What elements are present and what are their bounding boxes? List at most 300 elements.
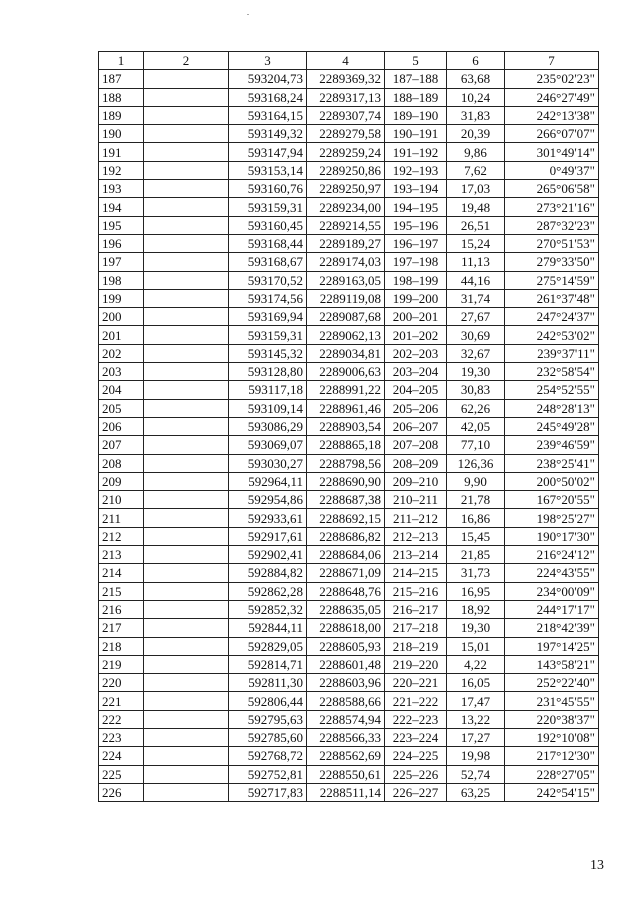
direction-angle-cell: 216°24'12" [505, 546, 599, 564]
segment-cell: 218–219 [385, 637, 447, 655]
direction-angle-cell: 301°49'14" [505, 143, 599, 161]
segment-cell: 220–221 [385, 674, 447, 692]
segment-cell: 219–220 [385, 655, 447, 673]
table-row [99, 417, 599, 435]
empty-cell [144, 271, 229, 289]
table-row [99, 70, 599, 88]
direction-angle-cell: 197°14'25" [505, 637, 599, 655]
length-cell: 52,74 [447, 765, 505, 783]
length-cell: 63,68 [447, 70, 505, 88]
point-number-cell: 211 [99, 509, 144, 527]
table-row [99, 692, 599, 710]
y-coordinate-cell: 2288588,66 [307, 692, 385, 710]
column-header-segment: 5 [385, 52, 447, 70]
segment-cell: 221–222 [385, 692, 447, 710]
y-coordinate-cell: 2288574,94 [307, 710, 385, 728]
table-row [99, 216, 599, 234]
table-row [99, 655, 599, 673]
table-row [99, 674, 599, 692]
point-number-cell: 189 [99, 106, 144, 124]
direction-angle-cell: 273°21'16" [505, 198, 599, 216]
empty-cell [144, 546, 229, 564]
y-coordinate-cell: 2289119,08 [307, 289, 385, 307]
direction-angle-cell: 239°37'11" [505, 344, 599, 362]
table-row [99, 783, 599, 801]
x-coordinate-cell: 593204,73 [229, 70, 307, 88]
direction-angle-cell: 234°00'09" [505, 582, 599, 600]
segment-cell: 202–203 [385, 344, 447, 362]
segment-cell: 223–224 [385, 728, 447, 746]
x-coordinate-cell: 593159,31 [229, 198, 307, 216]
y-coordinate-cell: 2289034,81 [307, 344, 385, 362]
direction-angle-cell: 238°25'41" [505, 454, 599, 472]
direction-angle-cell: 275°14'59" [505, 271, 599, 289]
direction-angle-cell: 224°43'55" [505, 564, 599, 582]
segment-cell: 193–194 [385, 180, 447, 198]
x-coordinate-cell: 593069,07 [229, 436, 307, 454]
segment-cell: 194–195 [385, 198, 447, 216]
table-row [99, 509, 599, 527]
direction-angle-cell: 244°17'17" [505, 600, 599, 618]
length-cell: 21,85 [447, 546, 505, 564]
point-number-cell: 194 [99, 198, 144, 216]
empty-cell [144, 70, 229, 88]
point-number-cell: 200 [99, 308, 144, 326]
empty-cell [144, 253, 229, 271]
empty-cell [144, 436, 229, 454]
table-row [99, 747, 599, 765]
scan-speck [247, 14, 249, 15]
point-number-cell: 220 [99, 674, 144, 692]
table-header [99, 52, 599, 70]
length-cell: 4,22 [447, 655, 505, 673]
empty-cell [144, 710, 229, 728]
length-cell: 21,78 [447, 491, 505, 509]
segment-cell: 215–216 [385, 582, 447, 600]
x-coordinate-cell: 592811,30 [229, 674, 307, 692]
segment-cell: 209–210 [385, 472, 447, 490]
segment-cell: 210–211 [385, 491, 447, 509]
empty-cell [144, 692, 229, 710]
length-cell: 9,90 [447, 472, 505, 490]
point-number-cell: 201 [99, 326, 144, 344]
length-cell: 17,27 [447, 728, 505, 746]
point-number-cell: 214 [99, 564, 144, 582]
x-coordinate-cell: 592902,41 [229, 546, 307, 564]
direction-angle-cell: 246°27'49" [505, 88, 599, 106]
y-coordinate-cell: 2289259,24 [307, 143, 385, 161]
point-number-cell: 223 [99, 728, 144, 746]
table-row [99, 619, 599, 637]
y-coordinate-cell: 2289250,86 [307, 161, 385, 179]
segment-cell: 205–206 [385, 399, 447, 417]
length-cell: 15,01 [447, 637, 505, 655]
table-row [99, 765, 599, 783]
empty-cell [144, 728, 229, 746]
segment-cell: 203–204 [385, 363, 447, 381]
length-cell: 17,03 [447, 180, 505, 198]
y-coordinate-cell: 2288605,93 [307, 637, 385, 655]
x-coordinate-cell: 593128,80 [229, 363, 307, 381]
direction-angle-cell: 245°49'28" [505, 417, 599, 435]
length-cell: 30,69 [447, 326, 505, 344]
direction-angle-cell: 279°33'50" [505, 253, 599, 271]
table-row [99, 527, 599, 545]
table-row [99, 454, 599, 472]
empty-cell [144, 88, 229, 106]
length-cell: 19,30 [447, 363, 505, 381]
x-coordinate-cell: 592862,28 [229, 582, 307, 600]
point-number-cell: 205 [99, 399, 144, 417]
segment-cell: 187–188 [385, 70, 447, 88]
y-coordinate-cell: 2289006,63 [307, 363, 385, 381]
y-coordinate-cell: 2289234,00 [307, 198, 385, 216]
x-coordinate-cell: 593109,14 [229, 399, 307, 417]
segment-cell: 206–207 [385, 417, 447, 435]
y-coordinate-cell: 2289189,27 [307, 234, 385, 252]
point-number-cell: 213 [99, 546, 144, 564]
direction-angle-cell: 231°45'55" [505, 692, 599, 710]
table-row [99, 363, 599, 381]
table-row [99, 564, 599, 582]
segment-cell: 225–226 [385, 765, 447, 783]
table-row [99, 546, 599, 564]
direction-angle-cell: 198°25'27" [505, 509, 599, 527]
y-coordinate-cell: 2288692,15 [307, 509, 385, 527]
segment-cell: 188–189 [385, 88, 447, 106]
point-number-cell: 221 [99, 692, 144, 710]
empty-cell [144, 747, 229, 765]
x-coordinate-cell: 593030,27 [229, 454, 307, 472]
x-coordinate-cell: 593086,29 [229, 417, 307, 435]
segment-cell: 204–205 [385, 381, 447, 399]
length-cell: 16,05 [447, 674, 505, 692]
empty-cell [144, 472, 229, 490]
empty-cell [144, 143, 229, 161]
direction-angle-cell: 0°49'37" [505, 161, 599, 179]
segment-cell: 216–217 [385, 600, 447, 618]
point-number-cell: 192 [99, 161, 144, 179]
x-coordinate-cell: 593168,24 [229, 88, 307, 106]
table-row [99, 88, 599, 106]
point-number-cell: 202 [99, 344, 144, 362]
empty-cell [144, 491, 229, 509]
x-coordinate-cell: 592917,61 [229, 527, 307, 545]
segment-cell: 199–200 [385, 289, 447, 307]
point-number-cell: 204 [99, 381, 144, 399]
point-number-cell: 198 [99, 271, 144, 289]
segment-cell: 196–197 [385, 234, 447, 252]
table-body [99, 70, 599, 802]
y-coordinate-cell: 2289174,03 [307, 253, 385, 271]
length-cell: 27,67 [447, 308, 505, 326]
direction-angle-cell: 266°07'07" [505, 125, 599, 143]
y-coordinate-cell: 2288687,38 [307, 491, 385, 509]
direction-angle-cell: 192°10'08" [505, 728, 599, 746]
x-coordinate-cell: 592844,11 [229, 619, 307, 637]
empty-cell [144, 198, 229, 216]
length-cell: 19,98 [447, 747, 505, 765]
segment-cell: 195–196 [385, 216, 447, 234]
y-coordinate-cell: 2288991,22 [307, 381, 385, 399]
direction-angle-cell: 143°58'21" [505, 655, 599, 673]
empty-cell [144, 180, 229, 198]
point-number-cell: 215 [99, 582, 144, 600]
table-row [99, 436, 599, 454]
length-cell: 20,39 [447, 125, 505, 143]
direction-angle-cell: 242°54'15" [505, 783, 599, 801]
segment-cell: 192–193 [385, 161, 447, 179]
y-coordinate-cell: 2288690,90 [307, 472, 385, 490]
length-cell: 42,05 [447, 417, 505, 435]
length-cell: 16,95 [447, 582, 505, 600]
direction-angle-cell: 261°37'48" [505, 289, 599, 307]
direction-angle-cell: 190°17'30" [505, 527, 599, 545]
table-row [99, 326, 599, 344]
x-coordinate-cell: 592806,44 [229, 692, 307, 710]
segment-cell: 217–218 [385, 619, 447, 637]
empty-cell [144, 234, 229, 252]
y-coordinate-cell: 2288601,48 [307, 655, 385, 673]
x-coordinate-cell: 593147,94 [229, 143, 307, 161]
table-row [99, 180, 599, 198]
empty-cell [144, 125, 229, 143]
segment-cell: 197–198 [385, 253, 447, 271]
y-coordinate-cell: 2288603,96 [307, 674, 385, 692]
direction-angle-cell: 265°06'58" [505, 180, 599, 198]
y-coordinate-cell: 2288648,76 [307, 582, 385, 600]
direction-angle-cell: 247°24'37" [505, 308, 599, 326]
table-row [99, 143, 599, 161]
direction-angle-cell: 248°28'13" [505, 399, 599, 417]
x-coordinate-cell: 593160,76 [229, 180, 307, 198]
table-row [99, 271, 599, 289]
direction-angle-cell: 239°46'59" [505, 436, 599, 454]
point-number-cell: 195 [99, 216, 144, 234]
column-header-2: 2 [144, 52, 229, 70]
point-number-cell: 222 [99, 710, 144, 728]
y-coordinate-cell: 2288618,00 [307, 619, 385, 637]
empty-cell [144, 582, 229, 600]
length-cell: 7,62 [447, 161, 505, 179]
y-coordinate-cell: 2288798,56 [307, 454, 385, 472]
direction-angle-cell: 287°32'23" [505, 216, 599, 234]
x-coordinate-cell: 592964,11 [229, 472, 307, 490]
direction-angle-cell: 242°53'02" [505, 326, 599, 344]
table-row [99, 472, 599, 490]
y-coordinate-cell: 2289214,55 [307, 216, 385, 234]
point-number-cell: 219 [99, 655, 144, 673]
empty-cell [144, 527, 229, 545]
direction-angle-cell: 242°13'38" [505, 106, 599, 124]
point-number-cell: 225 [99, 765, 144, 783]
table-row [99, 106, 599, 124]
y-coordinate-cell: 2289062,13 [307, 326, 385, 344]
table-row [99, 308, 599, 326]
y-coordinate-cell: 2289087,68 [307, 308, 385, 326]
segment-cell: 208–209 [385, 454, 447, 472]
empty-cell [144, 161, 229, 179]
x-coordinate-cell: 593174,56 [229, 289, 307, 307]
x-coordinate-cell: 592933,61 [229, 509, 307, 527]
direction-angle-cell: 254°52'55" [505, 381, 599, 399]
length-cell: 10,24 [447, 88, 505, 106]
header-row [99, 52, 599, 70]
y-coordinate-cell: 2289307,74 [307, 106, 385, 124]
direction-angle-cell: 232°58'54" [505, 363, 599, 381]
direction-angle-cell: 228°27'05" [505, 765, 599, 783]
point-number-cell: 193 [99, 180, 144, 198]
segment-cell: 212–213 [385, 527, 447, 545]
x-coordinate-cell: 593145,32 [229, 344, 307, 362]
direction-angle-cell: 270°51'53" [505, 234, 599, 252]
empty-cell [144, 289, 229, 307]
point-number-cell: 203 [99, 363, 144, 381]
empty-cell [144, 454, 229, 472]
empty-cell [144, 637, 229, 655]
empty-cell [144, 600, 229, 618]
table-row [99, 637, 599, 655]
x-coordinate-cell: 592814,71 [229, 655, 307, 673]
y-coordinate-cell: 2288671,09 [307, 564, 385, 582]
x-coordinate-cell: 593117,18 [229, 381, 307, 399]
table-row [99, 253, 599, 271]
page-number: 13 [590, 858, 604, 873]
empty-cell [144, 619, 229, 637]
length-cell: 11,13 [447, 253, 505, 271]
point-number-cell: 217 [99, 619, 144, 637]
y-coordinate-cell: 2288635,05 [307, 600, 385, 618]
empty-cell [144, 344, 229, 362]
y-coordinate-cell: 2288686,82 [307, 527, 385, 545]
table-row [99, 600, 599, 618]
empty-cell [144, 216, 229, 234]
y-coordinate-cell: 2288511,14 [307, 783, 385, 801]
table-row [99, 381, 599, 399]
x-coordinate-cell: 592852,32 [229, 600, 307, 618]
table-row [99, 198, 599, 216]
length-cell: 77,10 [447, 436, 505, 454]
point-number-cell: 224 [99, 747, 144, 765]
length-cell: 15,24 [447, 234, 505, 252]
point-number-cell: 199 [99, 289, 144, 307]
length-cell: 62,26 [447, 399, 505, 417]
point-number-cell: 209 [99, 472, 144, 490]
x-coordinate-cell: 593170,52 [229, 271, 307, 289]
length-cell: 15,45 [447, 527, 505, 545]
x-coordinate-cell: 593153,14 [229, 161, 307, 179]
column-header-x-coordinate: 3 [229, 52, 307, 70]
table-row [99, 344, 599, 362]
table-row [99, 399, 599, 417]
segment-cell: 190–191 [385, 125, 447, 143]
length-cell: 9,86 [447, 143, 505, 161]
length-cell: 31,74 [447, 289, 505, 307]
y-coordinate-cell: 2289250,97 [307, 180, 385, 198]
length-cell: 31,83 [447, 106, 505, 124]
segment-cell: 200–201 [385, 308, 447, 326]
length-cell: 126,36 [447, 454, 505, 472]
length-cell: 19,30 [447, 619, 505, 637]
segment-cell: 226–227 [385, 783, 447, 801]
empty-cell [144, 765, 229, 783]
x-coordinate-cell: 592795,63 [229, 710, 307, 728]
direction-angle-cell: 200°50'02" [505, 472, 599, 490]
x-coordinate-cell: 592717,83 [229, 783, 307, 801]
empty-cell [144, 399, 229, 417]
point-number-cell: 188 [99, 88, 144, 106]
table-row [99, 289, 599, 307]
point-number-cell: 207 [99, 436, 144, 454]
point-number-cell: 212 [99, 527, 144, 545]
empty-cell [144, 783, 229, 801]
segment-cell: 222–223 [385, 710, 447, 728]
point-number-cell: 191 [99, 143, 144, 161]
length-cell: 30,83 [447, 381, 505, 399]
empty-cell [144, 308, 229, 326]
length-cell: 26,51 [447, 216, 505, 234]
length-cell: 18,92 [447, 600, 505, 618]
length-cell: 31,73 [447, 564, 505, 582]
direction-angle-cell: 218°42'39" [505, 619, 599, 637]
point-number-cell: 187 [99, 70, 144, 88]
y-coordinate-cell: 2288961,46 [307, 399, 385, 417]
length-cell: 19,48 [447, 198, 505, 216]
point-number-cell: 196 [99, 234, 144, 252]
length-cell: 16,86 [447, 509, 505, 527]
segment-cell: 213–214 [385, 546, 447, 564]
segment-cell: 211–212 [385, 509, 447, 527]
point-number-cell: 216 [99, 600, 144, 618]
empty-cell [144, 381, 229, 399]
y-coordinate-cell: 2288865,18 [307, 436, 385, 454]
direction-angle-cell: 235°02'23" [505, 70, 599, 88]
table-row [99, 125, 599, 143]
direction-angle-cell: 167°20'55" [505, 491, 599, 509]
column-header-direction-angle: 7 [505, 52, 599, 70]
table-row [99, 582, 599, 600]
coordinates-table [98, 51, 599, 802]
segment-cell: 198–199 [385, 271, 447, 289]
point-number-cell: 197 [99, 253, 144, 271]
y-coordinate-cell: 2289163,05 [307, 271, 385, 289]
x-coordinate-cell: 593168,67 [229, 253, 307, 271]
y-coordinate-cell: 2288562,69 [307, 747, 385, 765]
table-row [99, 710, 599, 728]
direction-angle-cell: 252°22'40" [505, 674, 599, 692]
x-coordinate-cell: 593168,44 [229, 234, 307, 252]
x-coordinate-cell: 592752,81 [229, 765, 307, 783]
table-row [99, 491, 599, 509]
x-coordinate-cell: 593164,15 [229, 106, 307, 124]
empty-cell [144, 564, 229, 582]
segment-cell: 224–225 [385, 747, 447, 765]
table-row [99, 728, 599, 746]
x-coordinate-cell: 593160,45 [229, 216, 307, 234]
segment-cell: 207–208 [385, 436, 447, 454]
direction-angle-cell: 220°38'37" [505, 710, 599, 728]
length-cell: 32,67 [447, 344, 505, 362]
x-coordinate-cell: 593159,31 [229, 326, 307, 344]
empty-cell [144, 106, 229, 124]
y-coordinate-cell: 2288550,61 [307, 765, 385, 783]
column-header-length: 6 [447, 52, 505, 70]
x-coordinate-cell: 593169,94 [229, 308, 307, 326]
point-number-cell: 226 [99, 783, 144, 801]
length-cell: 63,25 [447, 783, 505, 801]
y-coordinate-cell: 2289279,58 [307, 125, 385, 143]
length-cell: 13,22 [447, 710, 505, 728]
